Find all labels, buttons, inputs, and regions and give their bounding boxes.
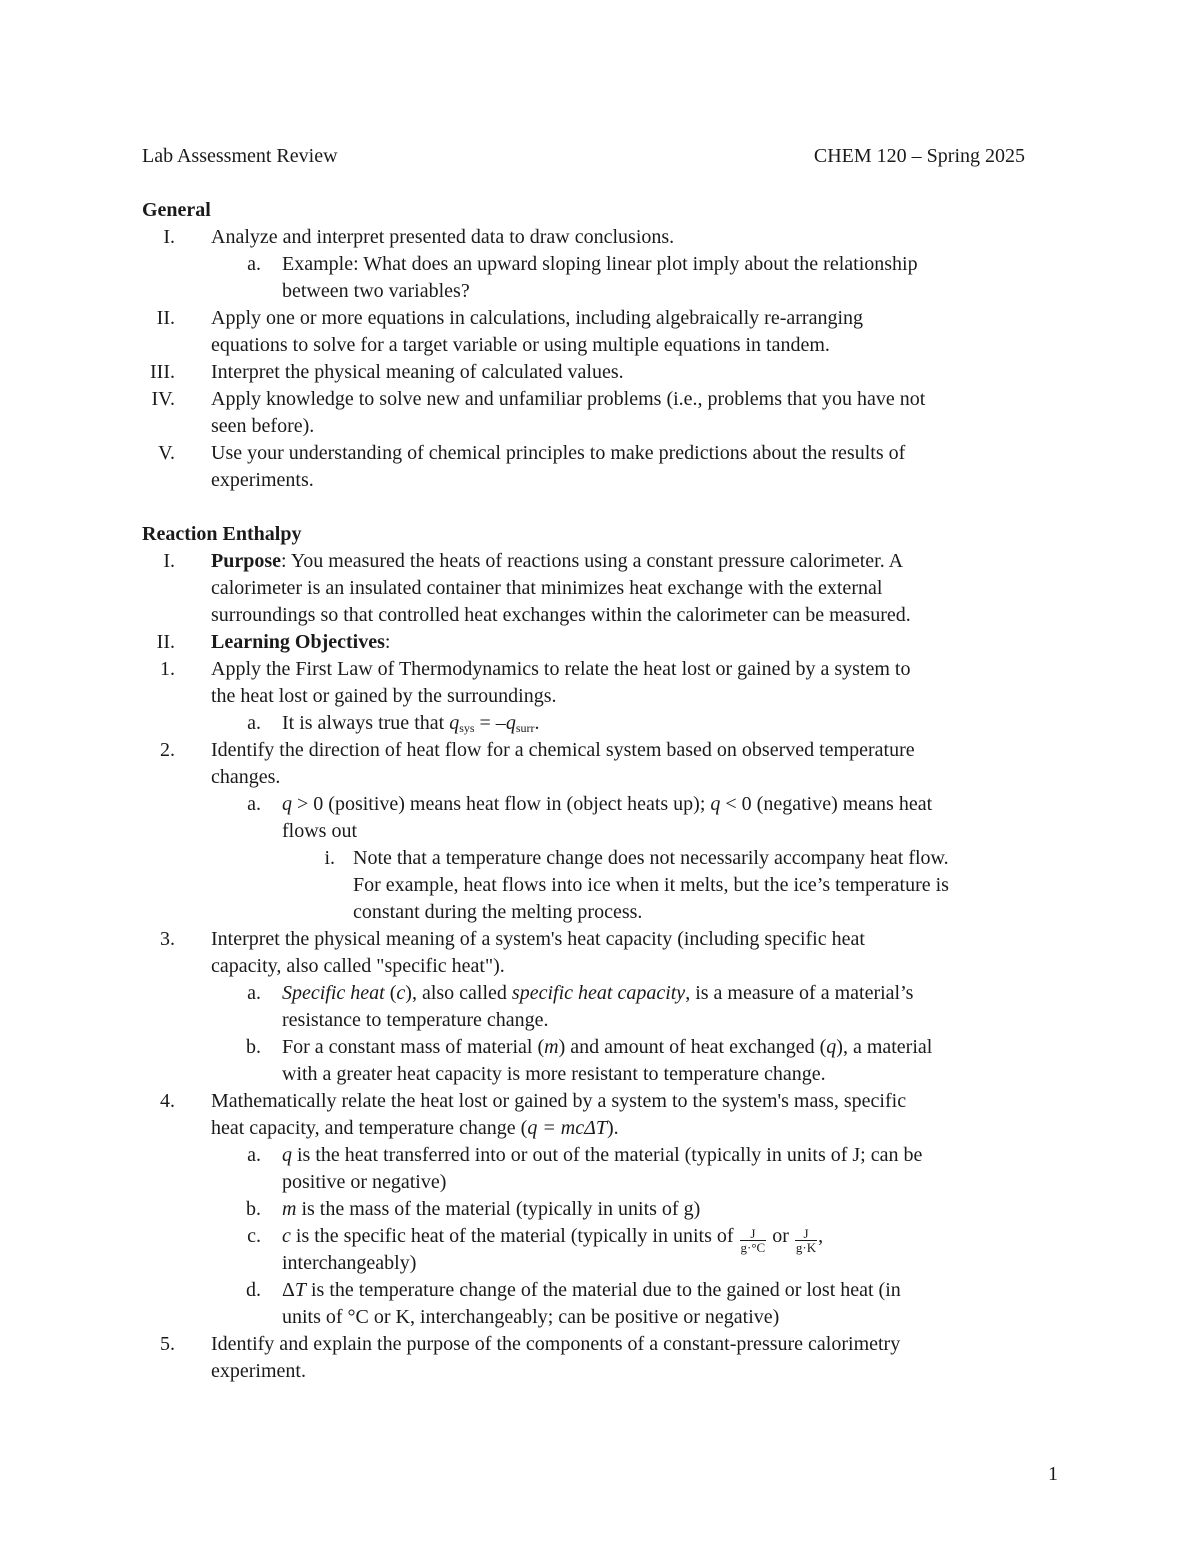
list-marker: II. (156, 307, 175, 329)
list-text: q > 0 (positive) means heat flow in (object heats up); q < 0 (negative) means heat (282, 793, 933, 815)
list-text: Apply knowledge to solve new and unfamiliar problems (i.e., problems that you have not (211, 388, 926, 410)
list-text: Interpret the physical meaning of a system's heat capacity (including specific heat (211, 928, 865, 950)
page-number: 1 (1048, 1463, 1058, 1485)
list-marker: a. (247, 253, 261, 275)
list-text: flows out (282, 820, 357, 842)
objectives-label: Learning Objectives (211, 631, 385, 653)
list-marker: a. (247, 1144, 261, 1166)
list-text: experiments. (211, 469, 314, 491)
list-text: Interpret the physical meaning of calculated values. (211, 361, 624, 383)
list-text: constant during the melting process. (353, 901, 643, 923)
list-text: Mathematically relate the heat lost or gained by a system to the system's mass, specific (211, 1090, 907, 1112)
list-marker: a. (247, 793, 261, 815)
list-text: Apply the First Law of Thermodynamics to relate the heat lost or gained by a system to (211, 658, 911, 680)
list-text: For a constant mass of material (m) and amount of heat exchanged (q), a material (282, 1036, 933, 1058)
unit-fraction: $\frac{J}{g\cdot K}$ (795, 1226, 817, 1255)
sub-item (142, 1277, 1062, 1331)
list-text: m is the mass of the material (typically in units of g) (282, 1198, 701, 1220)
list-text: equations to solve for a target variable or using multiple equations in tandem. (211, 334, 830, 356)
list-text: between two variables? (282, 280, 470, 302)
list-marker: d. (246, 1279, 261, 1301)
section-title-reaction-enthalpy: Reaction Enthalpy (142, 523, 302, 545)
page-header (142, 143, 1025, 170)
list-item (142, 386, 1062, 440)
sub-item (142, 1142, 1062, 1196)
list-text: Example: What does an upward sloping linear plot imply about the relationship (282, 253, 918, 275)
list-text: interchangeably) (282, 1252, 417, 1274)
list-text: resistance to temperature change. (282, 1009, 549, 1031)
sub-item (142, 791, 1062, 845)
list-marker: IV. (151, 388, 175, 410)
list-marker: I. (163, 550, 175, 572)
sub-sub-item (142, 845, 1062, 926)
list-item (142, 224, 1062, 251)
objective-item (142, 1088, 1062, 1142)
list-marker: III. (150, 361, 175, 383)
course-label: CHEM 120 – Spring 2025 (813, 145, 1025, 167)
list-text: ΔT is the temperature change of the material due to the gained or lost heat (in (282, 1279, 901, 1301)
unit-fraction: $\frac{J}{g\cdot^\circ C}$ (740, 1226, 766, 1255)
sub-item (142, 1223, 1062, 1277)
purpose-label: Purpose (211, 550, 281, 572)
list-marker: a. (247, 982, 261, 1004)
list-text: experiment. (211, 1360, 306, 1382)
list-text: with a greater heat capacity is more resistant to temperature change. (282, 1063, 826, 1085)
sub-item (142, 710, 1062, 737)
list-text: Identify and explain the purpose of the components of a constant-pressure calorimetry (211, 1333, 901, 1355)
list-text: Use your understanding of chemical principles to make predictions about the results of (211, 442, 906, 464)
list-marker: 4. (160, 1090, 175, 1112)
sub-item (142, 1196, 1062, 1223)
list-marker: I. (163, 226, 175, 248)
list-marker: b. (246, 1198, 261, 1220)
section-spacer (142, 494, 1062, 521)
sub-item (142, 1034, 1062, 1088)
list-text: c is the specific heat of the material (typically in units of $\frac{J}{g\cdot^\circ C}$ or $\frac{J}{g\cdot K}$ , (282, 1225, 824, 1255)
list-text: positive or negative) (282, 1171, 447, 1193)
objective-item (142, 656, 1062, 710)
list-marker: c. (247, 1225, 261, 1247)
list-text: For example, heat flows into ice when it melts, but the ice’s temperature is (353, 874, 949, 896)
objective-item (142, 1331, 1062, 1385)
equation-text: It is always true that $q_{sys} = -q_{surr}$. (282, 712, 540, 735)
list-marker: b. (246, 1036, 261, 1058)
list-text: Note that a temperature change does not necessarily accompany heat flow. (353, 847, 949, 869)
list-marker: V. (158, 442, 175, 464)
list-item (142, 440, 1062, 494)
list-item (142, 251, 1062, 305)
list-marker: 1. (160, 658, 175, 680)
list-marker: 2. (160, 739, 175, 761)
list-text: Purpose: You measured the heats of reactions using a constant pressure calorimeter. A (211, 550, 904, 572)
list-text: Apply one or more equations in calculations, including algebraically re-arranging (211, 307, 864, 329)
list-marker: a. (247, 712, 261, 734)
list-item (142, 359, 1062, 386)
list-text: changes. (211, 766, 281, 788)
list-text: capacity, also called "specific heat"). (211, 955, 505, 977)
list-text: the heat lost or gained by the surroundings. (211, 685, 557, 707)
list-marker: 5. (160, 1333, 175, 1355)
list-text: Analyze and interpret presented data to draw conclusions. (211, 226, 675, 248)
list-item (142, 305, 1062, 359)
list-text: Identify the direction of heat flow for a chemical system based on observed temperature (211, 739, 915, 761)
list-text: Specific heat (c), also called specific heat capacity, is a measure of a material’s (282, 982, 914, 1004)
objectives-item (142, 629, 1062, 656)
section-title-general: General (142, 199, 211, 221)
list-text: units of °C or K, interchangeably; can be positive or negative) (282, 1306, 780, 1328)
document-title: Lab Assessment Review (142, 145, 338, 167)
list-text: surroundings so that controlled heat exchanges within the calorimeter can be measured. (211, 604, 911, 626)
purpose-item (142, 548, 1062, 629)
list-text: seen before). (211, 415, 315, 437)
list-marker: i. (324, 847, 335, 869)
list-text: Learning Objectives: (211, 631, 391, 653)
list-marker: II. (156, 631, 175, 653)
list-text: heat capacity, and temperature change (q = mcΔT). (211, 1117, 619, 1139)
heat-equation: q = mcΔT (527, 1117, 607, 1139)
list-text: q is the heat transferred into or out of the material (typically in units of J; can be (282, 1144, 923, 1166)
objective-item (142, 926, 1062, 980)
list-marker: 3. (160, 928, 175, 950)
sub-item (142, 980, 1062, 1034)
list-text: calorimeter is an insulated container that minimizes heat exchange with the external (211, 577, 883, 599)
document-body (142, 197, 1062, 1385)
objective-item (142, 737, 1062, 791)
